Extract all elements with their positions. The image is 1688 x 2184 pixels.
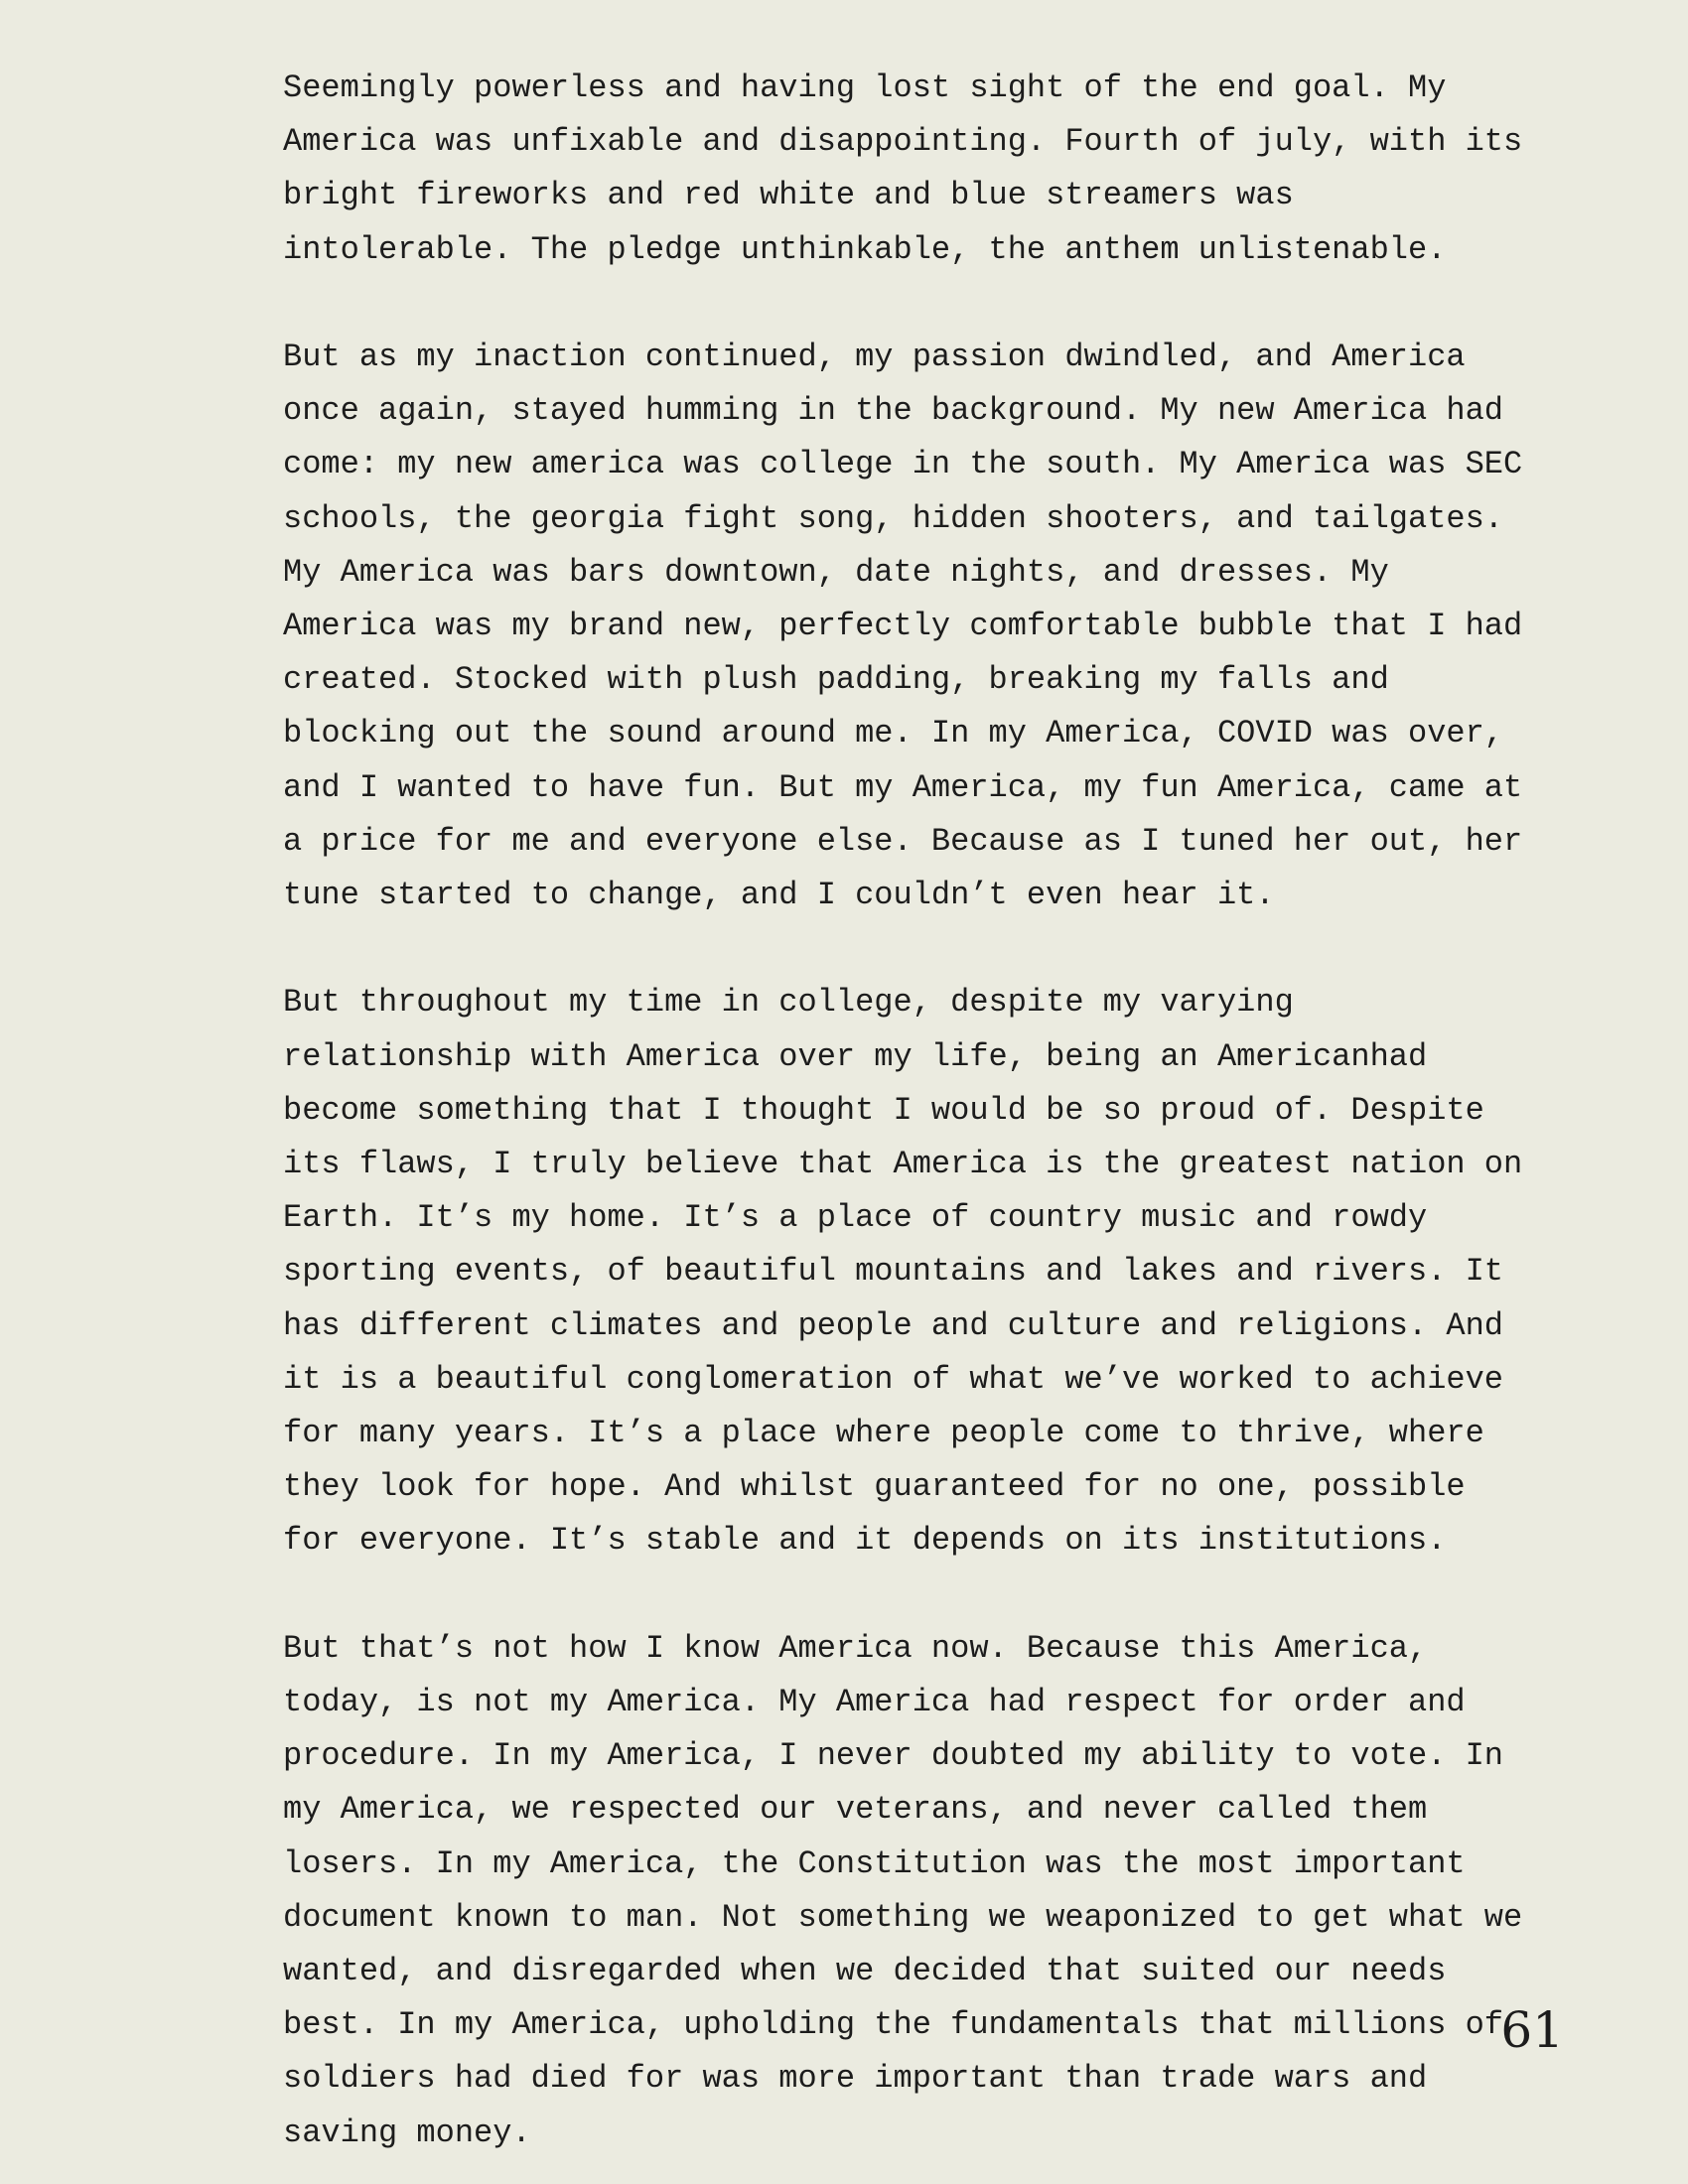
paragraph-1: Seemingly powerless and having lost sight of the end goal. My America was unfixable and disappointing. Fourth of july, with its bright fireworks and red white and blue streamers was intolerable. The pledge unthinkable, the anthem unlistenable. (283, 69, 1523, 268)
paragraph-4: But that’s not how I know America now. Because this America, today, is not my America. My America had respect for order and procedure. In my America, I never doubted my ability to vote. In my America, we respected our veterans, and never called them losers. In my America, the Constitution was the most important document known to man. Not something we weaponized to get what we wanted, and disregarded when we decided that suited our needs best. In my America, upholding the fundamentals that millions of soldiers had died for was more important than trade wars and saving money. (283, 1629, 1523, 2151)
paragraph-2: But as my inaction continued, my passion dwindled, and America once again, stayed humming in the background. My new America had come: my new america was college in the south. My America was SEC schools, the georgia fight song, hidden shooters, and tailgates. My America was bars downtown, date nights, and dresses. My America was my brand new, perfectly comfortable bubble that I had created. Stocked with plush padding, breaking my falls and blocking out the sound around me. In my America, COVID was over, and I wanted to have fun. But my America, my fun America, came at a price for me and everyone else. Because as I tuned her out, her tune started to change, and I couldn’t even hear it. (283, 339, 1523, 914)
page-number: 61 (1500, 2001, 1564, 2059)
paragraph-3: But throughout my time in college, despite my varying relationship with America over my life, being an Americanhad become something that I thought I would be so proud of. Despite its flaws, I truly believe that America is the greatest nation on Earth. It’s my home. It’s a place of country music and rowdy sporting events, of beautiful mountains and lakes and rivers. It has different climates and people and culture and religions. And it is a beautiful conglomeration of what we’ve worked to achieve for many years. It’s a place where people come to thrive, where they look for hope. And whilst guaranteed for no one, possible for everyone. It’s stable and it depends on its institutions. (283, 984, 1523, 1560)
page-body (283, 62, 1523, 2160)
